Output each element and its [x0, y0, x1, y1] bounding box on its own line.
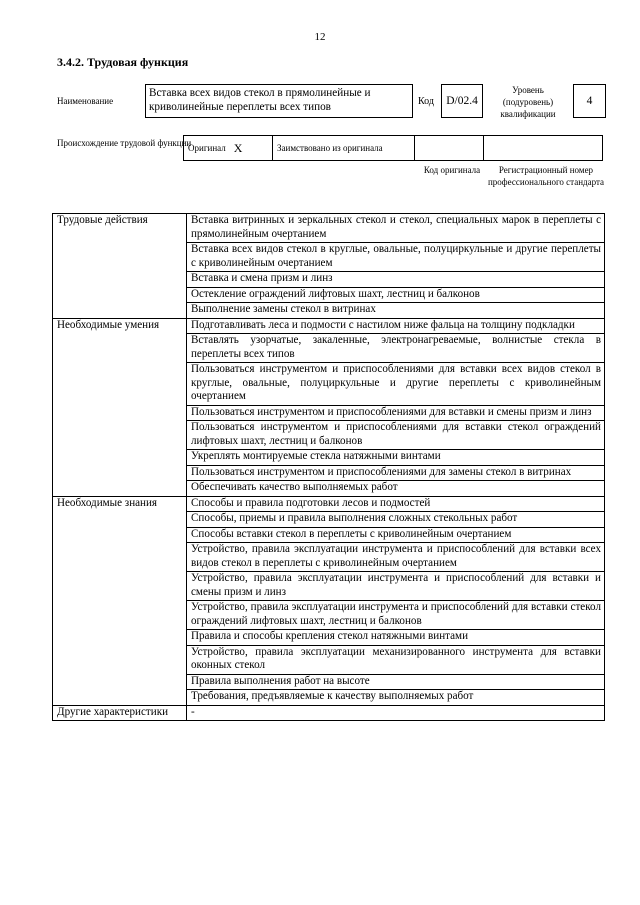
- requirement-item: Правила и способы крепления стекол натяжными винтами: [187, 630, 605, 646]
- section-title: 3.4.2. Трудовая функция: [57, 55, 189, 69]
- requirement-item: Вставка витринных и зеркальных стекол и стекол, специальных марок в переплеты с прямолинейным очертанием: [187, 214, 605, 243]
- table-row: [53, 705, 605, 721]
- requirement-item: Правила выполнения работ на высоте: [187, 674, 605, 690]
- requirement-item: Пользоваться инструментом и приспособлениями для вставки и смены призм и линз: [187, 405, 605, 421]
- registration-number-cell: [483, 135, 603, 161]
- code-label: Код: [418, 96, 434, 107]
- origin-borrowed-cell: [272, 135, 415, 161]
- requirement-item: Вставка всех видов стекол в круглые, овальные, полуциркульные и другие переплеты с криволинейным очертанием: [187, 243, 605, 272]
- requirement-item: Требования, предъявляемые к качеству выполняемых работ: [187, 690, 605, 706]
- qualification-level-label: Уровень (подуровень) квалификации: [500, 85, 556, 119]
- origin-original-cell: [183, 135, 273, 161]
- requirement-item: Устройство, правила эксплуатации инструмента и приспособлений для вставки и смены призм и линз: [187, 572, 605, 601]
- registration-number-caption: Регистрационный номер профессионального стандарта: [487, 165, 605, 187]
- original-code-cell: [414, 135, 484, 161]
- requirement-item: Пользоваться инструментом и приспособлениями для вставки всех видов стекол в круглые, овальные, полуциркульные и другие переплеты с криволинейным очертанием: [187, 363, 605, 406]
- function-name-field: Вставка всех видов стекол в прямолинейные и криволинейные переплеты всех типов: [145, 84, 413, 118]
- qualification-level-field: 4: [573, 84, 606, 118]
- origin-row: [183, 135, 603, 161]
- section-title-cell: Трудовые действия: [53, 214, 187, 319]
- requirement-item: Подготавливать леса и подмости с настилом ниже фальца на толщину подкладки: [187, 318, 605, 334]
- page-number: 12: [314, 31, 326, 43]
- requirement-item: Вставка и смена призм и линз: [187, 272, 605, 288]
- requirement-item: Обеспечивать качество выполняемых работ: [187, 481, 605, 497]
- origin-label: Происхождение трудовой функции: [57, 138, 192, 148]
- section-title-cell: Другие характеристики: [53, 705, 187, 721]
- requirement-item: Устройство, правила эксплуатации инструмента и приспособлений для вставки стекол ограждений лифтовых шахт, лестниц и балконов: [187, 601, 605, 630]
- origin-original-mark: X: [233, 140, 243, 155]
- origin-original-label: Оригинал: [188, 143, 226, 153]
- requirement-item: Пользоваться инструментом и приспособлениями для замены стекол в витринах: [187, 465, 605, 481]
- requirement-item: -: [187, 705, 605, 721]
- table-row: [53, 496, 605, 512]
- code-field: D/02.4: [441, 84, 483, 118]
- requirement-item: Способы, приемы и правила выполнения сложных стекольных работ: [187, 512, 605, 528]
- requirement-item: Вставлять узорчатые, закаленные, электронагреваемые, волнистые стекла в переплеты всех типов: [187, 334, 605, 363]
- requirement-item: Выполнение замены стекол в витринах: [187, 303, 605, 319]
- original-code-caption: Код оригинала: [423, 165, 481, 175]
- name-label: Наименование: [57, 96, 114, 106]
- section-title-cell: Необходимые умения: [53, 318, 187, 496]
- table-row: [53, 318, 605, 334]
- requirement-item: Остекление ограждений лифтовых шахт, лестниц и балконов: [187, 287, 605, 303]
- table-row: [53, 214, 605, 243]
- function-requirements-table: [52, 213, 605, 721]
- requirement-item: Устройство, правила эксплуатации механизированного инструмента для вставки оконных стекол: [187, 645, 605, 674]
- origin-borrowed-label: Заимствовано из оригинала: [277, 143, 383, 153]
- requirement-item: Пользоваться инструментом и приспособлениями для вставки стекол ограждений лифтовых шахт, лестниц и балконов: [187, 421, 605, 450]
- requirement-item: Укреплять монтируемые стекла натяжными винтами: [187, 450, 605, 466]
- requirement-item: Способы вставки стекол в переплеты с криволинейным очертанием: [187, 527, 605, 543]
- requirement-item: Способы и правила подготовки лесов и подмостей: [187, 496, 605, 512]
- section-title-cell: Необходимые знания: [53, 496, 187, 705]
- requirement-item: Устройство, правила эксплуатации инструмента и приспособлений для вставки всех видов стекол в переплеты с криволинейным очертанием: [187, 543, 605, 572]
